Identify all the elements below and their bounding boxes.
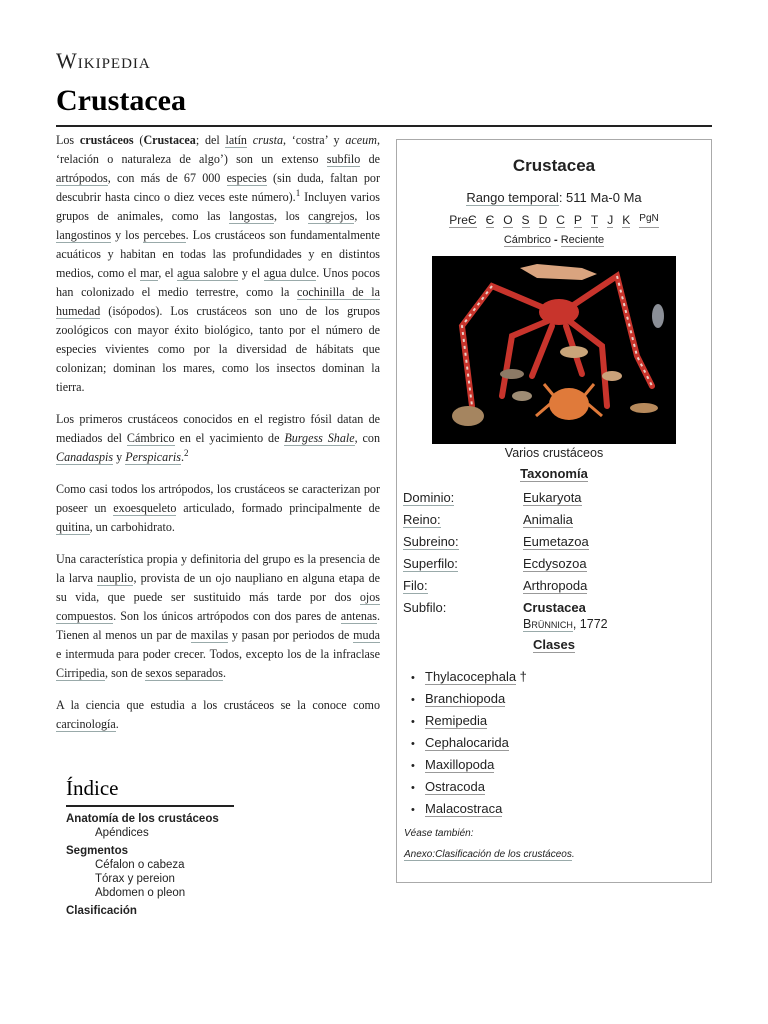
taxonomy-rank[interactable]: Filo:: [403, 578, 428, 593]
crustaceans-illustration: [432, 256, 676, 444]
article-link[interactable]: cangrejos: [308, 209, 355, 223]
taxonomy-row: [397, 487, 711, 509]
article-link[interactable]: ojos compuestos: [56, 590, 380, 623]
see-also-entry: [397, 849, 711, 860]
taxonomy-row-subfilo: [397, 597, 711, 619]
class-link[interactable]: Branchiopoda: [425, 691, 506, 706]
see-also-label: Véase también:: [404, 828, 474, 839]
wikipedia-logo[interactable]: Wikipedia: [56, 48, 151, 73]
class-item[interactable]: [411, 732, 711, 754]
toc-title: Índice: [66, 776, 234, 807]
page-title: Crustacea: [56, 84, 186, 117]
article-text: y los: [111, 228, 144, 242]
class-item[interactable]: [411, 710, 711, 732]
era-link[interactable]: J: [607, 213, 614, 227]
classes-heading: [397, 637, 711, 652]
class-link[interactable]: Cephalocarida: [425, 735, 509, 750]
article-text: en el yacimiento de: [174, 431, 285, 445]
photo-caption: Varios crustáceos: [504, 446, 604, 460]
taxonomy-value: [523, 597, 586, 619]
article-link[interactable]: exoesqueleto: [113, 501, 177, 515]
era-span: [397, 234, 711, 246]
article-link[interactable]: subfilo: [326, 152, 361, 166]
article-link[interactable]: sexos separados: [145, 666, 223, 680]
author-link[interactable]: Brünnich: [523, 617, 573, 631]
article-link[interactable]: langostinos: [56, 228, 112, 242]
class-link[interactable]: Malacostraca: [425, 801, 503, 816]
article-text: . Tienen al menos un par de: [56, 609, 380, 642]
class-link[interactable]: Maxillopoda: [425, 757, 495, 772]
temporal-range-link[interactable]: Rango temporal: [466, 190, 559, 205]
article-text: y el: [238, 266, 264, 280]
article-text: . Son los únicos artrópodos con dos pares de: [113, 609, 341, 623]
article-link[interactable]: Cámbrico: [126, 431, 175, 445]
reference-link[interactable]: 1: [295, 187, 301, 198]
see-also-end: .: [571, 849, 575, 860]
article-link[interactable]: especies: [226, 171, 267, 185]
crustaceans-photo[interactable]: [432, 256, 676, 444]
class-link[interactable]: Ostracoda: [425, 779, 485, 794]
era-separator: -: [550, 234, 561, 246]
article-link[interactable]: antenas: [340, 609, 377, 623]
article-paragraph: [56, 480, 380, 537]
class-item[interactable]: [411, 754, 711, 776]
toc-section-link[interactable]: Clasificación: [66, 905, 137, 917]
article-text: . Unos pocos han colonizado el medio terrestre, como la: [56, 266, 381, 299]
article-text: , con: [354, 431, 380, 445]
taxonomy-value[interactable]: Eukaryota: [523, 490, 582, 505]
article-text: y pasan por periodos de: [228, 628, 354, 642]
taxonomy-rank[interactable]: Subreino:: [403, 534, 459, 549]
era-link[interactable]: C: [556, 213, 565, 227]
article-body: [56, 131, 380, 747]
article-text: (isópodos). Los crustáceos son uno de los grupos zoológicos con mayor éxito biológico, tanto por el número de especies vivientes como por la diversidad de hábitats que colonizan; dominan los mares, como los insectos dominan la tierra.: [56, 304, 380, 394]
temporal-range: [397, 190, 711, 205]
taxonomy-rank[interactable]: Superfilo:: [403, 556, 458, 571]
article-paragraph: [56, 696, 380, 734]
article-text: y: [113, 450, 126, 464]
table-of-contents: [66, 776, 236, 917]
taxonomy-value[interactable]: Animalia: [523, 512, 573, 527]
taxobox: [396, 139, 712, 883]
article-link[interactable]: muda: [353, 628, 380, 642]
taxonomy-value[interactable]: Ecdysozoa: [523, 556, 587, 571]
article-link[interactable]: percebes: [143, 228, 186, 242]
toc-subsection-link[interactable]: Abdomen o pleon: [95, 887, 186, 899]
taxonomy-heading: [397, 466, 711, 481]
taxonomy-rank[interactable]: Reino:: [403, 512, 441, 527]
era-from-link[interactable]: Cámbrico: [503, 234, 551, 246]
taxon-author: [397, 617, 711, 631]
class-item[interactable]: [411, 666, 711, 688]
toc-subsection-link[interactable]: Apéndices: [95, 827, 149, 839]
article-text: , los: [273, 209, 309, 223]
article-link[interactable]: agua salobre: [177, 266, 239, 280]
article-link[interactable]: agua dulce: [263, 266, 317, 280]
article-link[interactable]: Burgess Shale: [284, 431, 355, 445]
taxonomy-rank: Subfilo:: [403, 600, 447, 615]
article-link[interactable]: Perspicaris: [125, 450, 181, 464]
era-link[interactable]: PgN: [639, 213, 658, 228]
era-link[interactable]: D: [538, 213, 548, 227]
class-item[interactable]: [411, 776, 711, 798]
taxonomy-row: [397, 531, 711, 553]
article-text: .: [180, 450, 185, 464]
class-link[interactable]: Remipedia: [425, 713, 488, 728]
article-text: .: [115, 717, 119, 731]
article-link[interactable]: nauplio: [97, 571, 134, 585]
era-link[interactable]: S: [521, 213, 530, 227]
classes-link[interactable]: Clases: [533, 637, 575, 652]
article-paragraph: [56, 410, 380, 467]
era-link[interactable]: P: [573, 213, 582, 227]
see-also-link[interactable]: Anexo:Clasificación de los crustáceos: [404, 849, 572, 860]
taxonomy-table: [397, 487, 711, 597]
toc-subsection-link[interactable]: Céfalon o cabeza: [95, 859, 185, 871]
era-link[interactable]: T: [590, 213, 599, 227]
toc-section-link[interactable]: Anatomía de los crustáceos: [66, 813, 219, 825]
taxonomy-rank[interactable]: Dominio:: [403, 490, 455, 505]
article-text: aceum: [345, 133, 377, 147]
era-link[interactable]: K: [622, 213, 631, 227]
article-text: , los: [354, 209, 381, 223]
article-link[interactable]: Cirripedia: [56, 666, 106, 680]
extinct-marker: †: [516, 669, 527, 684]
article-text: articulado, formado principalmente de: [176, 501, 380, 515]
article-link[interactable]: langostas: [228, 209, 274, 223]
geologic-era-bar: [397, 213, 711, 228]
article-text: Como casi todos los artrópodos, los crustáceos se caracterizan por poseer un: [56, 482, 380, 515]
article-link[interactable]: artrópodos: [56, 171, 108, 185]
toc-subsection-link[interactable]: Tórax y pereion: [95, 873, 175, 885]
article-text: , provista de un ojo naupliano en alguna etapa de su vida, que puede ser sustituido más tarde por dos: [56, 571, 380, 604]
article-link[interactable]: carcinología: [56, 717, 116, 731]
era-link[interactable]: PreЄ: [449, 213, 477, 227]
article-text: ; del: [195, 133, 226, 147]
article-text: , un carbohidrato.: [89, 520, 175, 534]
reference-link[interactable]: 2: [184, 447, 189, 458]
article-link[interactable]: quitina: [56, 520, 90, 534]
article-paragraph: [56, 131, 380, 397]
taxonomy-link[interactable]: Taxonomía: [520, 466, 588, 481]
toc-entries: [66, 813, 236, 917]
taxonomy-row: [397, 553, 711, 575]
article-text: , ‘costra’ y: [282, 133, 346, 147]
article-text: , con más de 67 000: [107, 171, 227, 185]
article-text: de: [360, 152, 380, 166]
article-text: , ‘relación o naturaleza de algo’) son un extenso: [56, 133, 380, 166]
era-to-link[interactable]: Reciente: [560, 234, 605, 246]
article-text: Los: [56, 133, 80, 147]
article-text: Los primeros crustáceos conocidos en el registro fósil datan de mediados del: [56, 412, 380, 445]
article-link[interactable]: Canadaspis: [56, 450, 114, 464]
article-text: Incluyen varios grupos de animales, como las: [56, 190, 380, 223]
article-link[interactable]: maxilas: [190, 628, 229, 642]
article-text: Crustacea: [143, 133, 196, 147]
class-link[interactable]: Thylacocephala: [425, 669, 517, 684]
article-text: . Los crustáceos son fundamentalmente acuáticos y habitan en todas las profundidades y en distintos medios, como el: [56, 228, 380, 280]
article-text: crusta: [252, 133, 283, 147]
class-item[interactable]: [411, 688, 711, 710]
taxobox-title: Crustacea: [512, 156, 596, 175]
taxonomy-row: [397, 509, 711, 531]
article-text: crustáceos: [79, 133, 134, 147]
classes-list: [411, 666, 711, 820]
article-text: (: [133, 133, 144, 147]
article-text: .: [222, 666, 226, 680]
taxonomy-value[interactable]: Eumetazoa: [523, 534, 589, 549]
era-link[interactable]: Є: [485, 213, 495, 227]
subfilo-name: Crustacea: [523, 600, 586, 615]
article-link[interactable]: mar: [140, 266, 159, 280]
toc-section-link[interactable]: Segmentos: [66, 845, 128, 857]
author-year: , 1772: [572, 617, 608, 631]
temporal-range-value: : 511 Ma-0 Ma: [558, 190, 642, 205]
article-text: , el: [158, 266, 178, 280]
article-text: A la ciencia que estudia a los crustáceos se la conoce como: [56, 698, 380, 712]
article-link[interactable]: latín: [225, 133, 247, 147]
article-text: Una característica propia y definitoria del grupo es la presencia de la larva: [56, 552, 380, 585]
article-text: (sin duda, faltan por descubrir hasta cinco o diez veces este número).: [56, 171, 380, 204]
taxonomy-row: [397, 575, 711, 597]
article-text: , son de: [105, 666, 146, 680]
class-item[interactable]: [411, 798, 711, 820]
article-text: e intermuda para poder crecer. Todos, excepto los de la infraclase: [56, 647, 380, 661]
article-link[interactable]: cochinilla de la humedad: [56, 285, 381, 318]
taxonomy-value[interactable]: Arthropoda: [523, 578, 588, 593]
article-paragraph: [56, 550, 380, 683]
title-divider: [56, 125, 712, 127]
era-link[interactable]: O: [503, 213, 513, 227]
